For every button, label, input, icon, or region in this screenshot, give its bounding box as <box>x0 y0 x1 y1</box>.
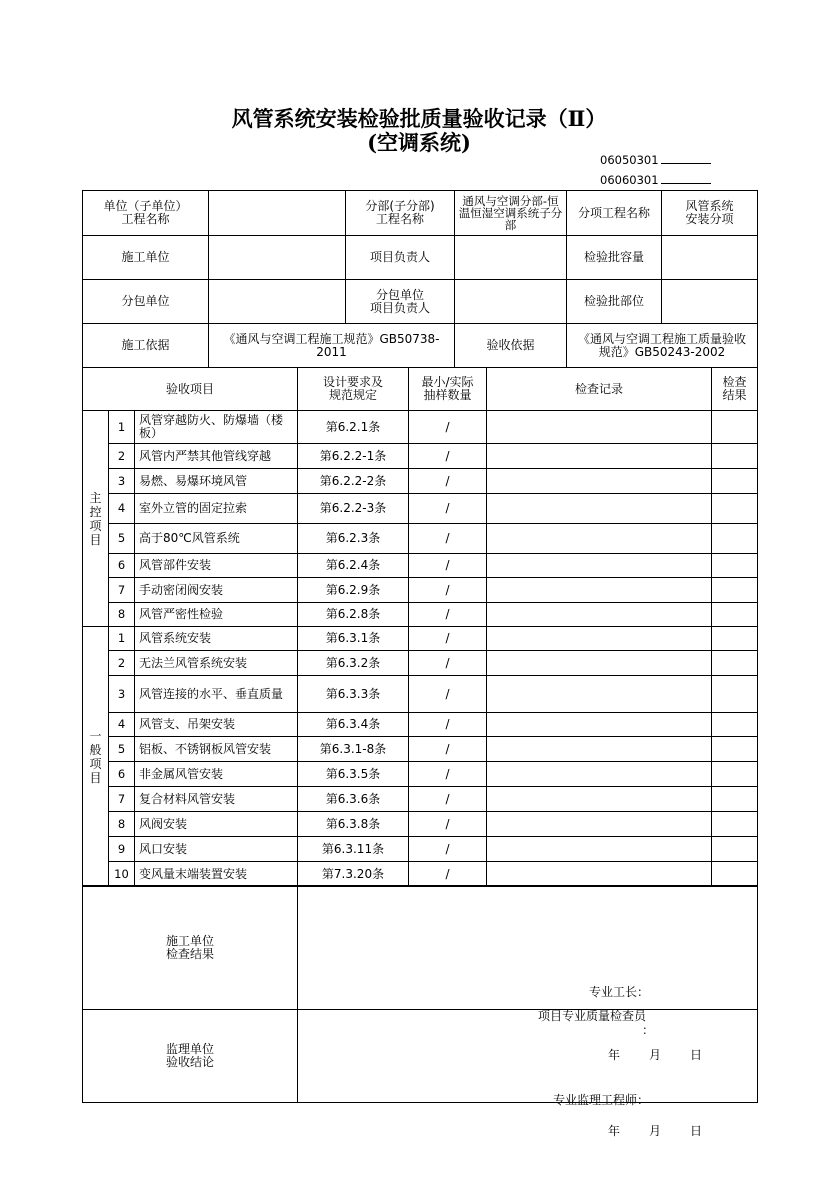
row-item: 高于80℃风管系统 <box>135 524 298 554</box>
col-header-result: 检查 结果 <box>712 368 758 411</box>
row-sample[interactable]: / <box>409 469 487 494</box>
row-result[interactable] <box>712 469 758 494</box>
table-row <box>83 862 758 887</box>
row-sample[interactable]: / <box>409 524 487 554</box>
date-month: 月 <box>649 1047 662 1062</box>
batch-location-value[interactable] <box>662 280 758 324</box>
row-item: 铝板、不锈钢板风管安装 <box>135 737 298 762</box>
row-number: 1 <box>109 411 135 444</box>
row-item: 变风量末端装置安装 <box>135 862 298 887</box>
row-record[interactable] <box>487 444 712 469</box>
batch-capacity-label: 检验批容量 <box>567 236 662 280</box>
row-record[interactable] <box>487 676 712 713</box>
contractor-check-label: 施工单位 检查结果 <box>83 886 298 1010</box>
unit-name-label: 单位（子单位） 工程名称 <box>83 191 209 236</box>
row-number: 6 <box>109 554 135 578</box>
row-clause: 第7.3.20条 <box>298 862 409 887</box>
subcontractor-value[interactable] <box>209 280 346 324</box>
row-clause: 第6.2.4条 <box>298 554 409 578</box>
form-code-2 <box>600 172 711 187</box>
col-header-record: 检查记录 <box>487 368 712 411</box>
project-manager-label: 项目负责人 <box>346 236 455 280</box>
row-clause: 第6.2.1条 <box>298 411 409 444</box>
col-header-item: 验收项目 <box>83 368 298 411</box>
row-sample[interactable]: / <box>409 762 487 787</box>
row-result[interactable] <box>712 812 758 837</box>
unit-name-value[interactable] <box>209 191 346 236</box>
row-result[interactable] <box>712 627 758 651</box>
table-row <box>83 713 758 737</box>
row-result[interactable] <box>712 444 758 469</box>
row-record[interactable] <box>487 578 712 603</box>
sub-project-manager-label: 分包单位 项目负责人 <box>346 280 455 324</box>
item-name-value[interactable]: 风管系统 安装分项 <box>662 191 758 236</box>
row-clause: 第6.2.9条 <box>298 578 409 603</box>
general-group-label: 一般项目 <box>83 627 109 887</box>
row-number: 9 <box>109 837 135 862</box>
table-row <box>83 603 758 627</box>
row-clause: 第6.3.5条 <box>298 762 409 787</box>
table-row <box>83 554 758 578</box>
row-record[interactable] <box>487 411 712 444</box>
row-result[interactable] <box>712 762 758 787</box>
form-code-blank[interactable] <box>661 152 711 164</box>
row-result[interactable] <box>712 411 758 444</box>
column-header-row <box>83 368 758 411</box>
table-row <box>83 524 758 554</box>
sub-project-manager-value[interactable] <box>455 280 567 324</box>
col-header-design: 设计要求及 规范规定 <box>298 368 409 411</box>
row-number: 1 <box>109 627 135 651</box>
construction-basis-value[interactable]: 《通风与空调工程施工规范》GB50738-2011 <box>209 324 455 368</box>
row-result[interactable] <box>712 676 758 713</box>
row-clause: 第6.2.2-3条 <box>298 494 409 524</box>
row-record[interactable] <box>487 494 712 524</box>
row-clause: 第6.2.3条 <box>298 524 409 554</box>
col-header-sample: 最小/实际 抽样数量 <box>409 368 487 411</box>
row-record[interactable] <box>487 837 712 862</box>
row-number: 7 <box>109 578 135 603</box>
date-month: 月 <box>649 1124 662 1138</box>
row-sample[interactable]: / <box>409 862 487 887</box>
row-clause: 第6.2.8条 <box>298 603 409 627</box>
table-row <box>83 812 758 837</box>
table-row <box>83 578 758 603</box>
table-row <box>83 787 758 812</box>
row-clause: 第6.3.1条 <box>298 627 409 651</box>
row-result[interactable] <box>712 862 758 887</box>
row-result[interactable] <box>712 787 758 812</box>
row-result[interactable] <box>712 578 758 603</box>
contractor-check-area[interactable] <box>298 886 758 1062</box>
row-record[interactable] <box>487 862 712 887</box>
row-sample[interactable]: / <box>409 737 487 762</box>
row-clause: 第6.3.2条 <box>298 651 409 676</box>
row-result[interactable] <box>712 603 758 627</box>
table-row <box>83 494 758 524</box>
subdivision-label: 分部(子分部) 工程名称 <box>346 191 455 236</box>
row-number: 4 <box>109 494 135 524</box>
row-number: 7 <box>109 787 135 812</box>
date-year: 年 <box>608 1124 621 1138</box>
subdivision-value[interactable]: 通风与空调分部-恒温恒湿空调系统子分部 <box>455 191 567 236</box>
row-record[interactable] <box>487 524 712 554</box>
table-row <box>83 444 758 469</box>
row-clause: 第6.2.2-2条 <box>298 469 409 494</box>
row-item: 复合材料风管安装 <box>135 787 298 812</box>
supervisor-conclusion-label: 监理单位 验收结论 <box>83 1010 298 1103</box>
row-clause: 第6.3.6条 <box>298 787 409 812</box>
row-item: 手动密闭阀安装 <box>135 578 298 603</box>
signature-table <box>82 885 758 1138</box>
contractor-label: 施工单位 <box>83 236 209 280</box>
row-record[interactable] <box>487 787 712 812</box>
date-year: 年 <box>608 1047 621 1062</box>
header-table <box>82 190 758 368</box>
row-number: 4 <box>109 713 135 737</box>
row-sample[interactable]: / <box>409 494 487 524</box>
row-item: 无法兰风管系统安装 <box>135 651 298 676</box>
table-row <box>83 737 758 762</box>
form-code-blank[interactable] <box>661 172 711 184</box>
row-item: 风管系统安装 <box>135 627 298 651</box>
supervisor-conclusion-area[interactable] <box>298 1010 758 1138</box>
row-item: 风管穿越防火、防爆墙（楼板） <box>135 411 298 444</box>
table-row <box>83 676 758 713</box>
row-sample[interactable]: / <box>409 812 487 837</box>
row-record[interactable] <box>487 469 712 494</box>
item-name-label: 分项工程名称 <box>567 191 662 236</box>
row-result[interactable] <box>712 554 758 578</box>
row-result[interactable] <box>712 494 758 524</box>
foreman-label: 专业工长： <box>589 984 650 999</box>
row-record[interactable] <box>487 762 712 787</box>
main-group-label: 主控项目 <box>83 411 109 627</box>
row-number: 2 <box>109 444 135 469</box>
construction-basis-label: 施工依据 <box>83 324 209 368</box>
row-record[interactable] <box>487 812 712 837</box>
row-sample[interactable]: / <box>409 444 487 469</box>
row-result[interactable] <box>712 837 758 862</box>
batch-capacity-value[interactable] <box>662 236 758 280</box>
project-manager-value[interactable] <box>455 236 567 280</box>
table-row <box>83 469 758 494</box>
qc-inspector-colon: ： <box>642 1022 655 1037</box>
row-sample[interactable]: / <box>409 787 487 812</box>
form-code-text: 06060301 <box>600 173 659 187</box>
qc-inspector-label: 项目专业质量检查员 <box>538 1008 647 1023</box>
row-number: 8 <box>109 812 135 837</box>
row-number: 5 <box>109 737 135 762</box>
supervisor-engineer-label: 专业监理工程师： <box>553 1093 650 1107</box>
form-code-text: 06050301 <box>600 153 659 167</box>
row-record[interactable] <box>487 737 712 762</box>
row-item: 风管内严禁其他管线穿越 <box>135 444 298 469</box>
row-item: 风管支、吊架安装 <box>135 713 298 737</box>
row-result[interactable] <box>712 737 758 762</box>
row-item: 室外立管的固定拉索 <box>135 494 298 524</box>
table-row <box>83 762 758 787</box>
row-sample[interactable]: / <box>409 651 487 676</box>
table-row <box>83 651 758 676</box>
row-sample[interactable]: / <box>409 627 487 651</box>
row-record[interactable] <box>487 651 712 676</box>
page-title: 风管系统安装检验批质量验收记录（Ⅱ） <box>231 106 607 131</box>
row-item: 风管严密性检验 <box>135 603 298 627</box>
subcontractor-label: 分包单位 <box>83 280 209 324</box>
row-number: 10 <box>109 862 135 887</box>
row-number: 3 <box>109 676 135 713</box>
row-item: 易燃、易爆环境风管 <box>135 469 298 494</box>
row-clause: 第6.3.11条 <box>298 837 409 862</box>
row-record[interactable] <box>487 627 712 651</box>
row-sample[interactable]: / <box>409 603 487 627</box>
row-clause: 第6.3.3条 <box>298 676 409 713</box>
row-number: 8 <box>109 603 135 627</box>
acceptance-basis-label: 验收依据 <box>455 324 567 368</box>
row-clause: 第6.2.2-1条 <box>298 444 409 469</box>
contractor-value[interactable] <box>209 236 346 280</box>
row-item: 风管部件安装 <box>135 554 298 578</box>
row-item: 非金属风管安装 <box>135 762 298 787</box>
table-row <box>83 627 758 651</box>
row-sample[interactable]: / <box>409 578 487 603</box>
table-row <box>83 411 758 444</box>
row-item: 风管连接的水平、垂直质量 <box>135 676 298 713</box>
batch-location-label: 检验批部位 <box>567 280 662 324</box>
row-sample[interactable]: / <box>409 411 487 444</box>
row-number: 3 <box>109 469 135 494</box>
row-result[interactable] <box>712 713 758 737</box>
row-clause: 第6.3.4条 <box>298 713 409 737</box>
page-subtitle: (空调系统) <box>367 130 471 155</box>
inspection-items-table <box>82 367 758 887</box>
row-record[interactable] <box>487 713 712 737</box>
row-record[interactable] <box>487 603 712 627</box>
row-sample[interactable]: / <box>409 676 487 713</box>
date-day: 日 <box>690 1047 703 1062</box>
row-item: 风阀安装 <box>135 812 298 837</box>
row-result[interactable] <box>712 651 758 676</box>
acceptance-basis-value[interactable]: 《通风与空调工程施工质量验收规范》GB50243-2002 <box>567 324 758 368</box>
row-clause: 第6.3.1-8条 <box>298 737 409 762</box>
row-number: 2 <box>109 651 135 676</box>
form-code-1 <box>600 152 711 167</box>
row-clause: 第6.3.8条 <box>298 812 409 837</box>
row-sample[interactable]: / <box>409 837 487 862</box>
date-day: 日 <box>690 1124 703 1138</box>
table-row <box>83 837 758 862</box>
row-number: 5 <box>109 524 135 554</box>
row-sample[interactable]: / <box>409 554 487 578</box>
row-number: 6 <box>109 762 135 787</box>
row-sample[interactable]: / <box>409 713 487 737</box>
row-record[interactable] <box>487 554 712 578</box>
row-item: 风口安装 <box>135 837 298 862</box>
row-result[interactable] <box>712 524 758 554</box>
